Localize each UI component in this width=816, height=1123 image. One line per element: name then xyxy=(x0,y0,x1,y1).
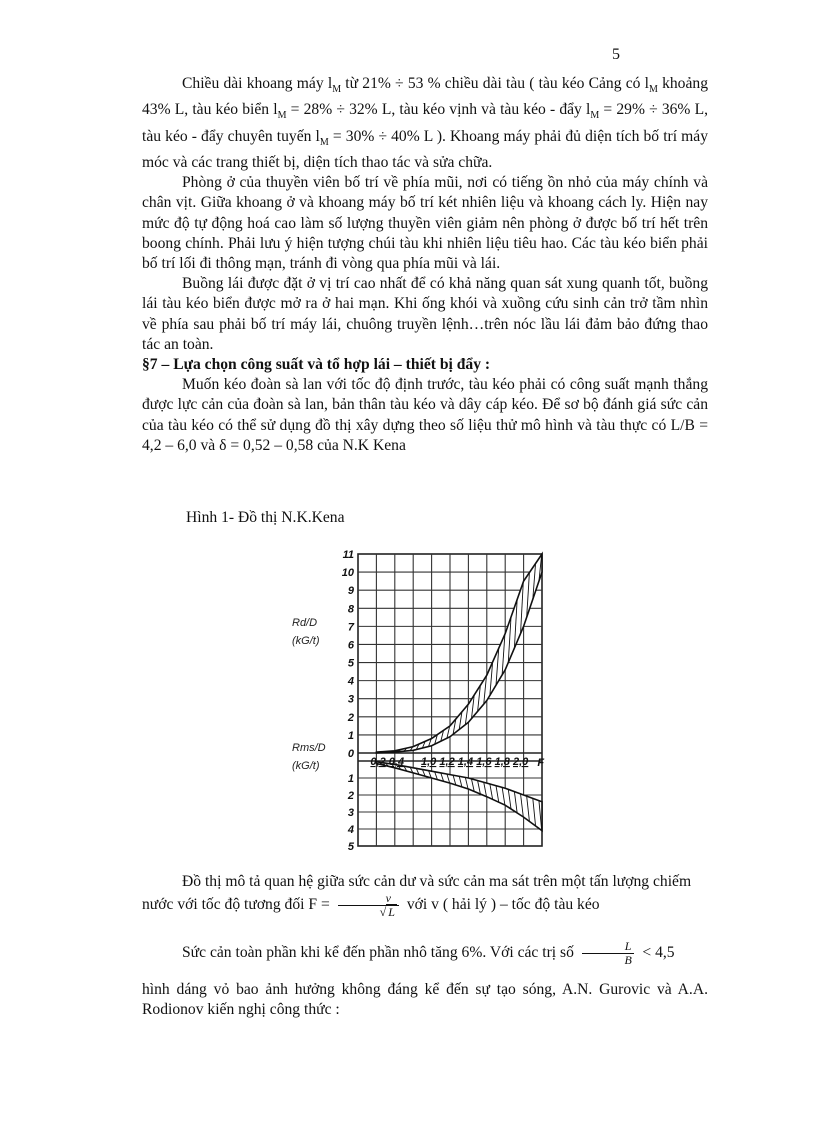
section-heading: §7 – Lựa chọn công suất và tổ hợp lái – thiết bị đẩy : xyxy=(142,355,491,373)
page-number: 5 xyxy=(612,46,620,63)
paragraph-total-resistance: Sức cản toàn phần khi kể đến phần nhô tăng 6%. Với các trị số $\frac{L}{B}$ < 4,5 xyxy=(182,939,675,967)
upper-ylabel-unit: (kG/t) xyxy=(292,635,320,647)
x-tick: 1,8 xyxy=(494,756,510,768)
main-text xyxy=(142,74,708,456)
y-tick-lower: 3 xyxy=(347,807,354,819)
chart-marks xyxy=(376,554,545,831)
y-tick-upper: 9 xyxy=(347,585,354,598)
paragraph-chart-description: Đồ thị mô tả quan hệ giữa sức cản dư và sức cản ma sát trên một tấn lượng chiếm nước với tốc độ tương đối F = $\frac{v}{√ L}$ với v ( hải lý ) – tốc độ tàu kéo xyxy=(142,873,692,919)
y-tick-lower: 4 xyxy=(347,824,354,836)
x-tick: 0,2 xyxy=(370,756,386,768)
x-tick: 1,4 xyxy=(457,756,474,768)
y-tick-lower: 1 xyxy=(347,773,354,785)
paragraph-engine-room: Chiều dài khoang máy $l_M$ từ 21% ÷ 53 % chiều dài tàu ( tàu kéo Cảng có $l_M$ khoảng 43% L, tàu kéo biển $l_M = 28\% \div 32\%$ L, tàu kéo vịnh và tàu kéo - đẩy $l_M = 29\% \div 36\%$ L, tàu kéo - đẩy chuyên tuyến $l_M = 30\% \div 40\%$ L ). Khoang máy phải đủ diện tích bố trí máy móc và các trang thiết bị, diện tích thao tác và sửa chữa. xyxy=(142,75,708,171)
y-tick-upper: 2 xyxy=(347,711,354,724)
x-tick: 2,0 xyxy=(513,756,529,768)
y-tick-lower: 2 xyxy=(347,790,354,802)
chart-labels xyxy=(292,549,544,853)
y-tick-upper: 5 xyxy=(347,657,354,670)
paragraph-formula-intro: hình dáng vỏ bao ảnh hưởng không đáng kể đến sự tạo sóng, A.N. Gurovic và A.A. Rodionov kiến nghị công thức : xyxy=(142,981,708,1018)
y-tick-upper: 3 xyxy=(347,693,354,706)
figure-caption: Hình 1- Đồ thị N.K.Kena xyxy=(186,509,345,526)
froude-fraction: $\frac{v}{√ L}$ xyxy=(338,892,399,919)
kena-resistance-chart xyxy=(290,548,552,854)
x-tick: 1,0 xyxy=(421,756,437,768)
y-tick-upper: 1 xyxy=(347,729,354,742)
y-tick-lower: 5 xyxy=(347,841,354,853)
length-beam-fraction: $\frac{L}{B}$ xyxy=(582,940,635,967)
y-tick-upper: 8 xyxy=(347,603,354,616)
x-tick: 1,2 xyxy=(439,756,455,768)
y-tick-upper: 4 xyxy=(347,675,354,688)
y-tick-upper: 10 xyxy=(341,567,354,580)
y-tick-upper: 6 xyxy=(347,639,354,652)
lower-ylabel-unit: (kG/t) xyxy=(292,760,320,772)
x-axis-label: F xyxy=(537,757,545,769)
lower-ylabel: Rms/D xyxy=(292,742,326,754)
y-tick-upper: 7 xyxy=(347,621,354,634)
x-tick: 0,4 xyxy=(388,756,405,768)
x-tick: 1,6 xyxy=(476,756,492,768)
rd-curve-band xyxy=(376,554,542,753)
y-tick-upper: 11 xyxy=(342,549,354,561)
paragraph-wheelhouse: Buồng lái được đặt ở vị trí cao nhất để có khả năng quan sát xung quanh tốt, buồng lái tàu kéo biển được mở ra ở hai mạn. Khi ống khói và xuồng cứu sinh cản trở tầm nhìn về phía sau phải bố trí máy lái, chuông truyền lệnh…trên nóc lầu lái đảm bảo đứng thao tác an toàn. xyxy=(142,275,708,353)
y-tick-upper: 0 xyxy=(347,748,354,760)
paragraph-power-selection: Muốn kéo đoàn sà lan với tốc độ định trước, tàu kéo phải có công suất mạnh thắng được lực cản của đoàn sà lan, bản thân tàu kéo và dây cáp kéo. Để sơ bộ đánh giá sức cản của tàu kéo có thể sử dụng đồ thị xây dựng theo số liệu thử mô hình và tàu thực có L/B = 4,2 – 6,0 và δ = 0,52 – 0,58 của N.K Kena xyxy=(142,376,708,454)
upper-ylabel: Rd/D xyxy=(292,617,318,629)
rms-curve-band xyxy=(376,762,542,831)
paragraph-crew-quarters: Phòng ở của thuyền viên bố trí về phía mũi, nơi có tiếng ồn nhỏ của máy chính và chân vịt. Giữa khoang ở và khoang máy bố trí két nhiên liệu và khoang cách ly. Hiện nay mức độ tự động hoá cao làm số lượng thuyền viên giảm nên phòng ở được bố trí hết trên boong chính. Phải lưu ý hiện tượng chúi tàu khi nhiên liệu tiêu hao. Các tàu kéo biển phải bố trí lối đi thông mạn, tránh đi vòng qua phía mũi và lái. xyxy=(142,174,708,272)
